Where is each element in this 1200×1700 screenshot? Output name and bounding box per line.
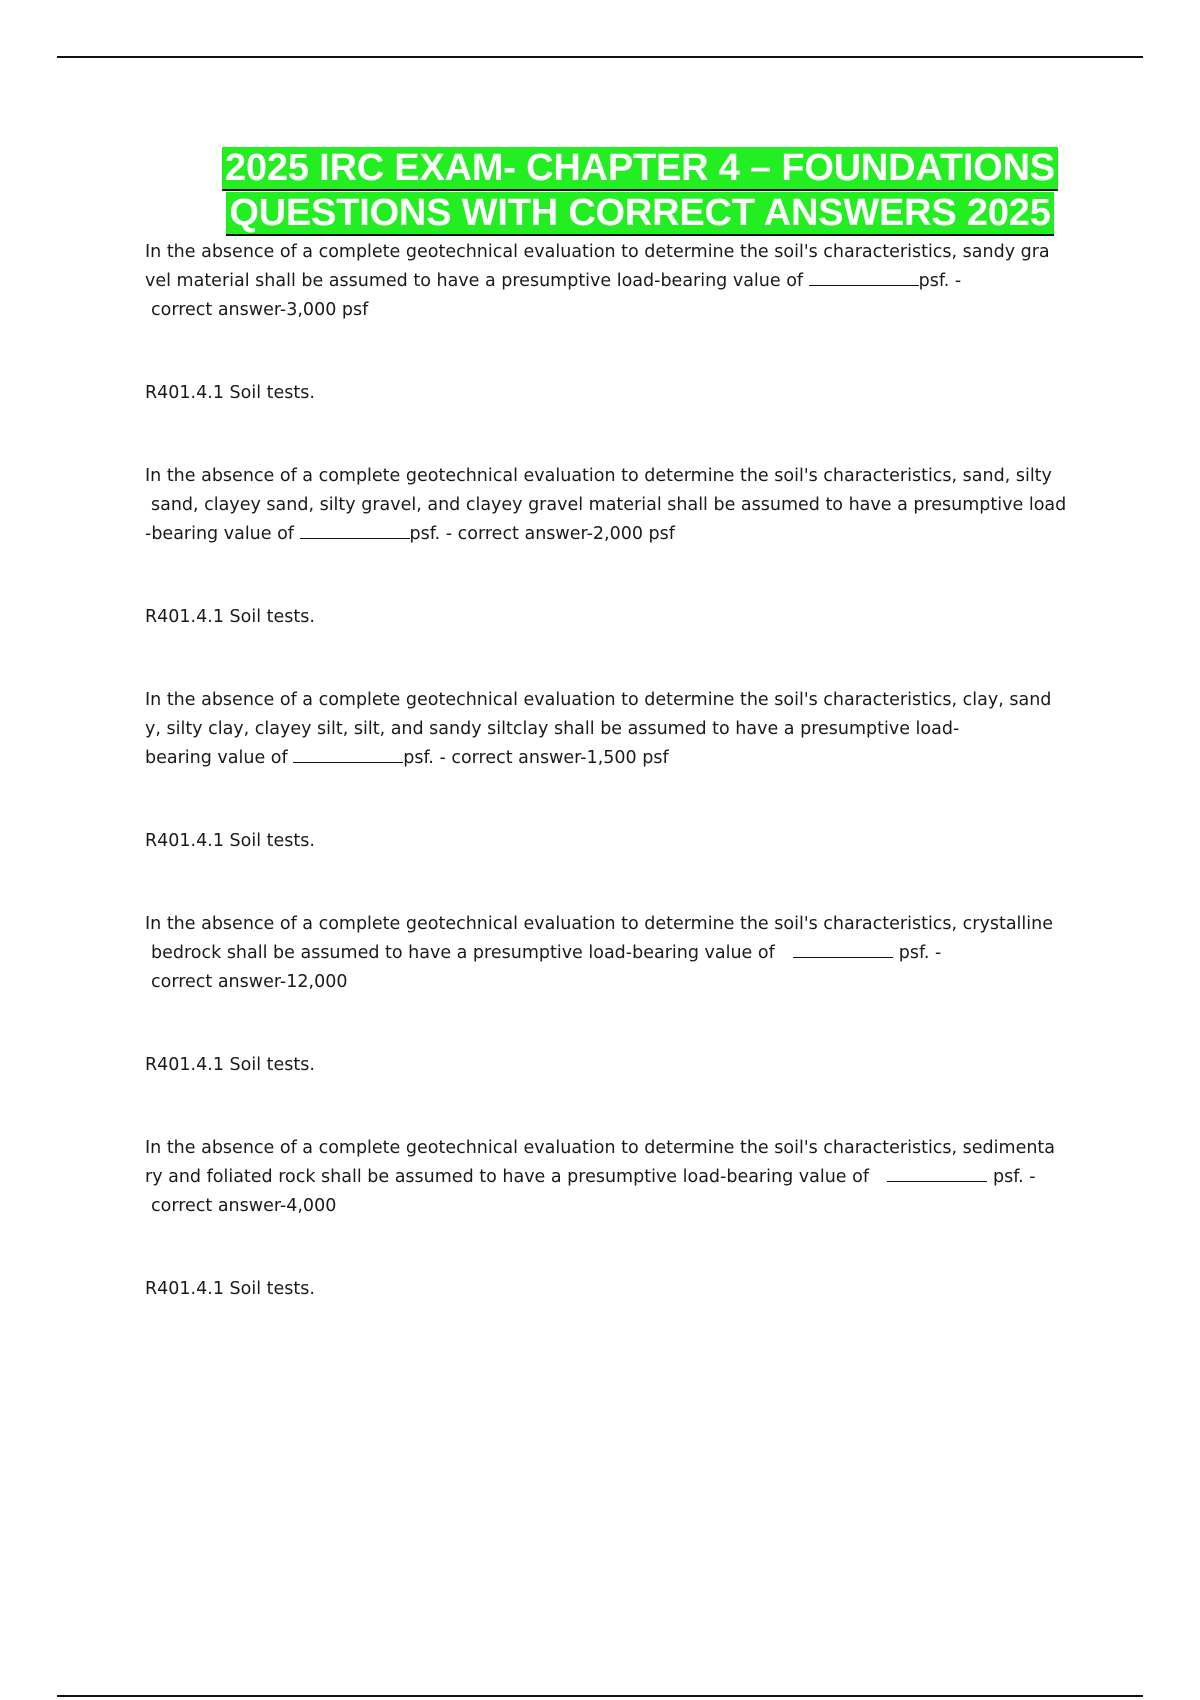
question-3-line-1: In the absence of a complete geotechnical evaluation to determine the soil's characteristics, clay, sand [145,690,1052,710]
reference-1: R401.4.1 Soil tests. [145,383,315,403]
title-line-2: QUESTIONS WITH CORRECT ANSWERS 2025 [226,192,1053,236]
question-2-line-3 [145,520,1075,549]
question-5-line-2 [145,1163,1075,1192]
question-2-line-2: sand, clayey sand, silty gravel, and clayey gravel material shall be assumed to have a presumptive load [151,495,1067,515]
answer-blank [300,520,410,539]
question-3-line-3 [145,744,1075,773]
question-block-1 [145,238,1075,325]
question-4-line-2 [145,939,1075,968]
question-5-psf: psf. - [993,1167,1036,1187]
question-1-line-2 [145,267,1075,296]
bottom-rule [57,1695,1143,1697]
question-3-line-3-text: bearing value of [145,748,294,768]
question-1-psf: psf. - [918,271,962,291]
question-block-4 [145,910,1075,997]
answer-blank [293,744,403,763]
question-4-line-1: In the absence of a complete geotechnical evaluation to determine the soil's characteristics, crystalline [145,914,1053,934]
document-title [190,146,1090,236]
question-block-2 [145,462,1075,549]
question-block-3 [145,686,1075,773]
question-2-line-1: In the absence of a complete geotechnical evaluation to determine the soil's characteristics, sand, silty [145,466,1052,486]
question-4-psf: psf. - [898,943,942,963]
question-1-line-2-text: vel material shall be assumed to have a presumptive load-bearing value of [145,271,809,291]
answer-blank [793,939,893,958]
question-3-answer: psf. - correct answer-1,500 psf [403,748,669,768]
reference-5: R401.4.1 Soil tests. [145,1279,315,1299]
question-3-line-2: y, silty clay, clayey silt, silt, and sandy siltclay shall be assumed to have a presumptive load- [145,719,960,739]
question-1-answer: correct answer-3,000 psf [151,300,369,320]
question-2-answer: psf. - correct answer-2,000 psf [409,524,675,544]
answer-blank [809,267,919,286]
question-2-line-3-text: -bearing value of [145,524,300,544]
title-line-1: 2025 IRC EXAM- CHAPTER 4 – FOUNDATIONS [222,147,1058,191]
question-1-line-1: In the absence of a complete geotechnical evaluation to determine the soil's characteristics, sandy gra [145,242,1050,262]
question-5-line-1: In the absence of a complete geotechnical evaluation to determine the soil's characteristics, sedimenta [145,1138,1056,1158]
reference-3: R401.4.1 Soil tests. [145,831,315,851]
top-rule [57,56,1143,58]
question-4-answer: correct answer-12,000 [151,972,348,992]
question-4-line-2-text: bedrock shall be assumed to have a presumptive load-bearing value of [151,943,775,963]
question-5-answer: correct answer-4,000 [151,1196,337,1216]
question-block-5 [145,1134,1075,1221]
question-5-line-2-text: ry and foliated rock shall be assumed to have a presumptive load-bearing value of [145,1167,869,1187]
reference-4: R401.4.1 Soil tests. [145,1055,315,1075]
answer-blank [887,1163,987,1182]
reference-2: R401.4.1 Soil tests. [145,607,315,627]
document-body [145,238,1075,1304]
